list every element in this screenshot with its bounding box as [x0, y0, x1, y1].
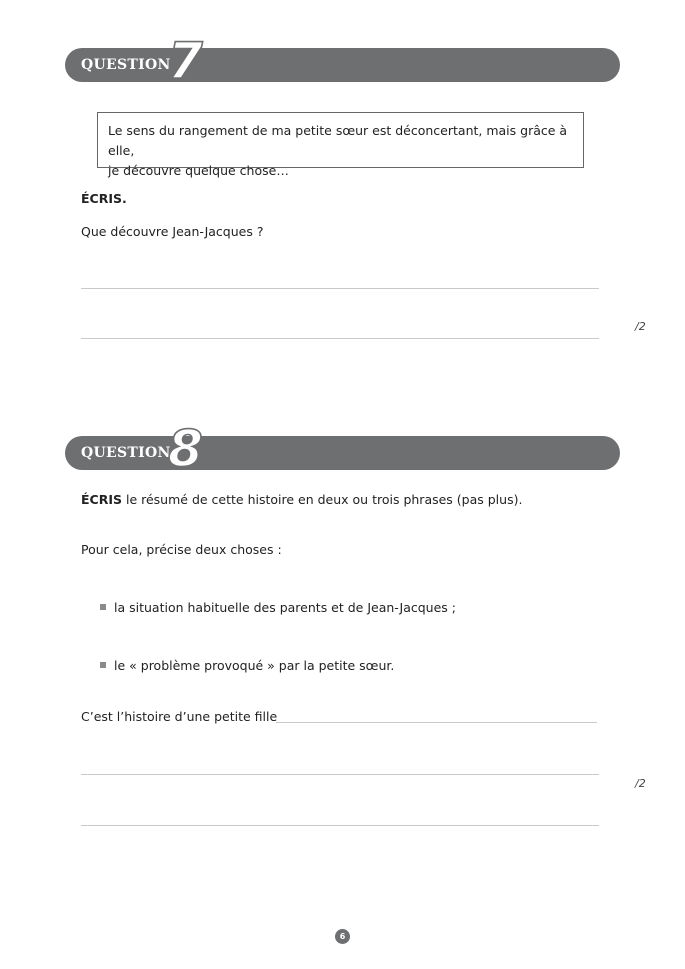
question-7-answer-line-2[interactable]	[81, 338, 599, 339]
question-7-quote: Le sens du rangement de ma petite sœur est déconcertant, mais grâce à elle, je découvre quelque chose…	[108, 123, 568, 178]
question-7-header	[65, 32, 620, 90]
question-8-instruction-text: le résumé de cette histoire en deux ou trois phrases (pas plus).	[122, 492, 523, 507]
question-8-score: /2	[635, 777, 646, 790]
bullet-marker-2	[100, 662, 106, 668]
bullet-marker-1	[100, 604, 106, 610]
question-8-intro: Pour cela, précise deux choses :	[81, 542, 282, 557]
question-8-bullet-2: le « problème provoqué » par la petite sœur.	[114, 658, 395, 673]
question-7-instruction: ÉCRIS.	[81, 191, 127, 206]
question-8-number: 8	[168, 420, 203, 478]
question-8-bullet-1: la situation habituelle des parents et de Jean-Jacques ;	[114, 600, 456, 615]
question-8-answer-line-3[interactable]	[81, 825, 599, 826]
question-8-header	[65, 420, 620, 478]
question-8-starter: C’est l’histoire d’une petite fille	[81, 709, 278, 724]
question-7-quote-box	[97, 112, 584, 178]
page-number: 6	[335, 929, 350, 944]
question-7-number: 7	[168, 32, 203, 90]
question-8-answer-line-2[interactable]	[81, 774, 599, 775]
question-8-answer-line-1[interactable]	[276, 722, 597, 723]
question-7-label: QUESTION	[81, 57, 171, 73]
question-7-prompt: Que découvre Jean-Jacques ?	[81, 224, 264, 239]
question-8-instruction-verb: ÉCRIS	[81, 492, 122, 507]
question-7-answer-line-1[interactable]	[81, 288, 599, 289]
question-7-score: /2	[635, 320, 646, 333]
question-8-instruction	[81, 492, 522, 508]
question-8-label: QUESTION	[81, 445, 171, 461]
